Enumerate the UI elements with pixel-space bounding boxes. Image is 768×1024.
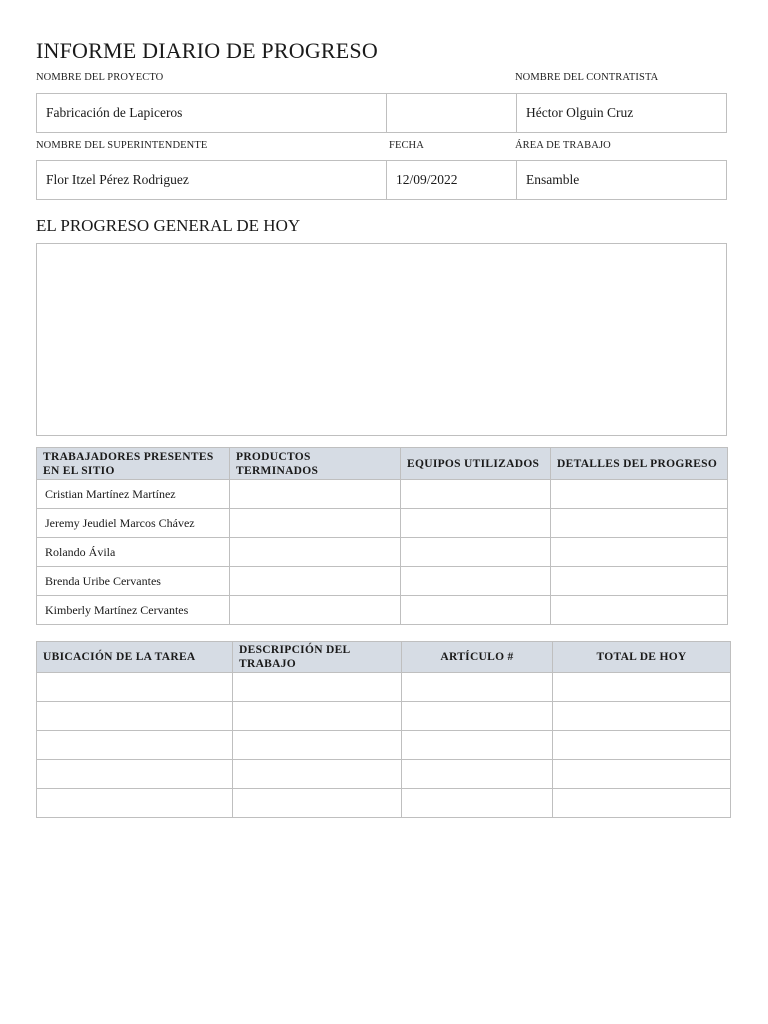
work-description-cell[interactable] (233, 702, 402, 731)
progress-section-title: EL PROGRESO GENERAL DE HOY (36, 216, 301, 235)
finished-products-header: PRODUCTOS TERMINADOS (230, 448, 401, 480)
table-row (37, 673, 731, 702)
worker-name-cell[interactable]: Cristian Martínez Martínez (37, 480, 230, 509)
table-row (37, 480, 728, 509)
workers-header: TRABAJADORES PRESENTES EN EL SITIO (37, 448, 230, 480)
progress-details-cell[interactable] (551, 480, 728, 509)
today-total-cell[interactable] (553, 789, 731, 818)
table-row (37, 731, 731, 760)
article-number-cell[interactable] (402, 731, 553, 760)
table-row (37, 596, 728, 625)
finished-products-cell[interactable] (230, 538, 401, 567)
work-description-cell[interactable] (233, 789, 402, 818)
finished-products-cell[interactable] (230, 596, 401, 625)
equipment-used-cell[interactable] (401, 480, 551, 509)
article-number-cell[interactable] (402, 702, 553, 731)
article-number-cell[interactable] (402, 673, 553, 702)
contractor-name-label: NOMBRE DEL CONTRATISTA (515, 72, 659, 83)
project-row (36, 93, 727, 133)
today-total-header: TOTAL DE HOY (553, 642, 731, 673)
progress-details-cell[interactable] (551, 538, 728, 567)
progress-details-header: DETALLES DEL PROGRESO (551, 448, 728, 480)
article-number-header: ARTÍCULO # (402, 642, 553, 673)
superintendent-name-field[interactable]: Flor Itzel Pérez Rodriguez (37, 161, 387, 199)
progress-details-cell[interactable] (551, 509, 728, 538)
today-total-cell[interactable] (553, 673, 731, 702)
superintendent-name-label: NOMBRE DEL SUPERINTENDENTE (36, 140, 208, 151)
task-location-cell[interactable] (37, 760, 233, 789)
date-field[interactable]: 12/09/2022 (387, 161, 517, 199)
table-row (37, 760, 731, 789)
progress-text-area[interactable] (36, 243, 727, 436)
table-row (37, 702, 731, 731)
work-description-cell[interactable] (233, 673, 402, 702)
finished-products-cell[interactable] (230, 480, 401, 509)
contractor-name-field[interactable]: Héctor Olguin Cruz (526, 105, 634, 120)
task-location-cell[interactable] (37, 673, 233, 702)
table-row (37, 789, 731, 818)
report-title: INFORME DIARIO DE PROGRESO (36, 38, 378, 63)
equipment-used-cell[interactable] (401, 596, 551, 625)
project-name-field[interactable]: Fabricación de Lapiceros (37, 94, 387, 132)
task-location-cell[interactable] (37, 789, 233, 818)
equipment-used-cell[interactable] (401, 509, 551, 538)
superintendent-row (36, 160, 727, 200)
today-total-cell[interactable] (553, 731, 731, 760)
table-row (37, 509, 728, 538)
task-location-cell[interactable] (37, 731, 233, 760)
progress-details-cell[interactable] (551, 596, 728, 625)
equipment-used-cell[interactable] (401, 567, 551, 596)
date-label: FECHA (389, 140, 424, 151)
equipment-used-cell[interactable] (401, 538, 551, 567)
work-area-field[interactable]: Ensamble (526, 172, 580, 187)
worker-name-cell[interactable]: Brenda Uribe Cervantes (37, 567, 230, 596)
article-number-cell[interactable] (402, 760, 553, 789)
progress-details-cell[interactable] (551, 567, 728, 596)
project-extra-field[interactable] (387, 94, 517, 132)
workers-table (36, 447, 728, 625)
today-total-cell[interactable] (553, 760, 731, 789)
worker-name-cell[interactable]: Kimberly Martínez Cervantes (37, 596, 230, 625)
task-location-cell[interactable] (37, 702, 233, 731)
project-name-label: NOMBRE DEL PROYECTO (36, 72, 164, 83)
work-description-header: DESCRIPCIÓN DEL TRABAJO (233, 642, 402, 673)
work-description-cell[interactable] (233, 731, 402, 760)
work-description-cell[interactable] (233, 760, 402, 789)
work-area-label: ÁREA DE TRABAJO (515, 140, 611, 151)
today-total-cell[interactable] (553, 702, 731, 731)
finished-products-cell[interactable] (230, 567, 401, 596)
worker-name-cell[interactable]: Jeremy Jeudiel Marcos Chávez (37, 509, 230, 538)
task-location-header: UBICACIÓN DE LA TAREA (37, 642, 233, 673)
table-row (37, 567, 728, 596)
worker-name-cell[interactable]: Rolando Ávila (37, 538, 230, 567)
table-row (37, 538, 728, 567)
tasks-table (36, 641, 731, 818)
finished-products-cell[interactable] (230, 509, 401, 538)
article-number-cell[interactable] (402, 789, 553, 818)
equipment-used-header: EQUIPOS UTILIZADOS (401, 448, 551, 480)
